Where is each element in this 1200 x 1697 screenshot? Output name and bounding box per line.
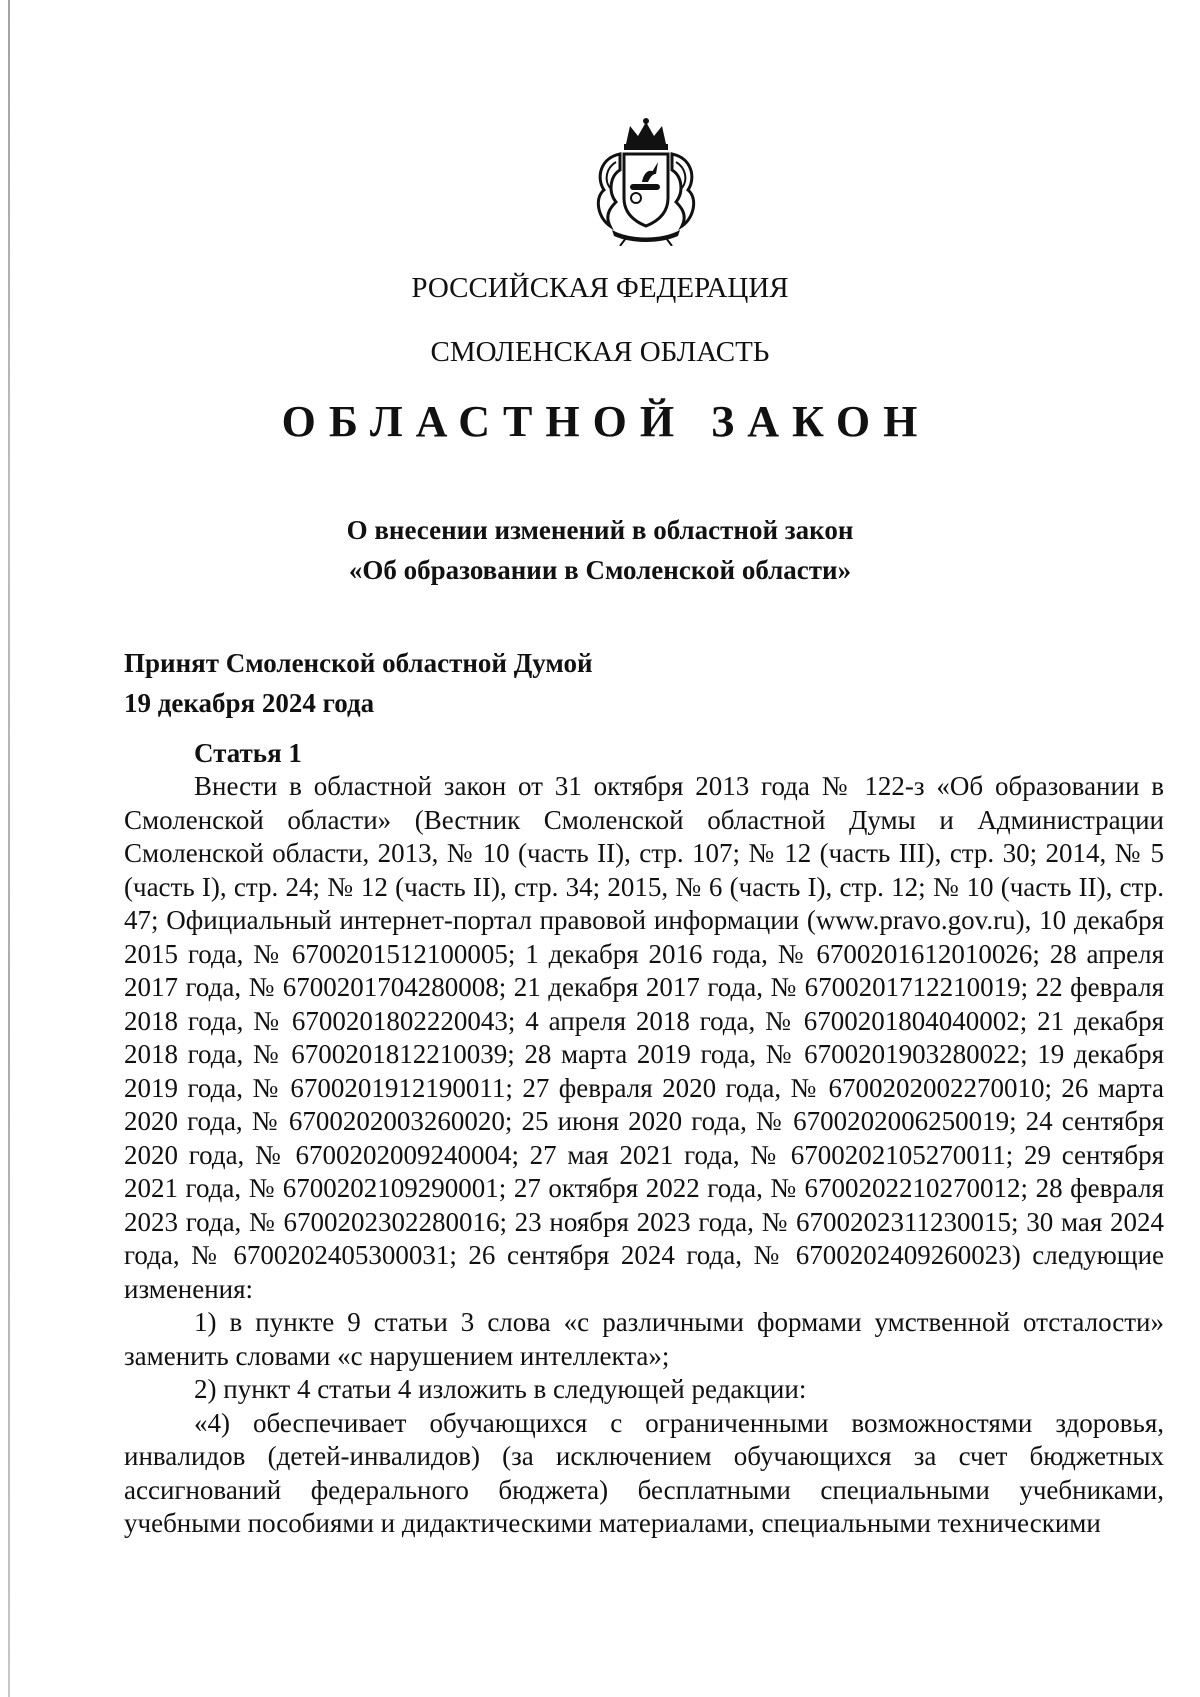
state-name: РОССИЙСКАЯ ФЕДЕРАЦИЯ xyxy=(411,272,789,304)
article-body xyxy=(124,770,1164,1541)
adoption-body: Принят Смоленской областной Думой xyxy=(124,648,593,678)
adoption-info xyxy=(124,643,593,723)
law-title-line: «Об образовании в Смоленской области» xyxy=(348,555,852,585)
law-title-line: О внесении изменений в областной закон xyxy=(346,515,854,545)
region-name: СМОЛЕНСКАЯ ОБЛАСТЬ xyxy=(430,336,770,368)
paragraph: 1) в пункте 9 статьи 3 слова «с различными формами умственной отсталости» заменить словами «с нарушением интеллекта»; xyxy=(124,1307,1164,1371)
law-title xyxy=(0,510,1200,590)
scan-edge-line xyxy=(8,0,10,1697)
paragraph: «4) обеспечивает обучающихся с ограниченными возможностями здоровья, инвалидов (детей-инвалидов) (за исключением обучающихся за счет бюджетных ассигнований федерального бюджета) бесплатными специальными учебниками, учебными пособиями и дидактическими материалами, специальными техническими xyxy=(124,1407,1164,1538)
smolensk-coat-of-arms-icon xyxy=(590,118,702,246)
adoption-date: 19 декабря 2024 года xyxy=(124,688,375,718)
document-type-title: ОБЛАСТНОЙ ЗАКОН xyxy=(281,397,931,446)
paragraph: 2) пункт 4 статьи 4 изложить в следующей редакции: xyxy=(194,1374,807,1404)
paragraph: Внести в областной закон от 31 октября 2013 года № 122-з «Об образовании в Смоленской области» (Вестник Смоленской областной Думы и Администрации Смоленской области, 2013, № 10 (часть II), стр. 107; № 12 (часть III), стр. 30; 2014, № 5 (часть I), стр. 24; № 12 (часть II), стр. 34; 2015, № 6 (часть I), стр. 12; № 10 (часть II), стр. 47; Официальный интернет-портал правовой информации (www.pravo.gov.ru), 10 декабря 2015 года, № 6700201512100005; 1 декабря 2016 года, № 6700201612010026; 28 апреля 2017 года, № 6700201704280008; 21 декабря 2017 года, № 6700201712210019; 22 февраля 2018 года, № 6700201802220043; 4 апреля 2018 года, № 6700201804040002; 21 декабря 2018 года, № 6700201812210039; 28 марта 2019 года, № 6700201903280022; 19 декабря 2019 года, № 6700201912190011; 27 февраля 2020 года, № 6700202002270010; 26 марта 2020 года, № 6700202003260020; 25 июня 2020 года, № 6700202006250019; 24 сентября 2020 года, № 6700202009240004; 27 мая 2021 года, № 6700202105270011; 29 сентября 2021 года, № 6700202109290001; 27 октября 2022 года, № 6700202210270012; 28 февраля 2023 года, № 6700202302280016; 23 ноября 2023 года, № 6700202311230015; 30 мая 2024 года, № 6700202405300031; 26 сентября 2024 года, № 6700202409260023) следующие изменения: xyxy=(124,771,1164,1304)
article-heading: Статья 1 xyxy=(194,738,302,768)
